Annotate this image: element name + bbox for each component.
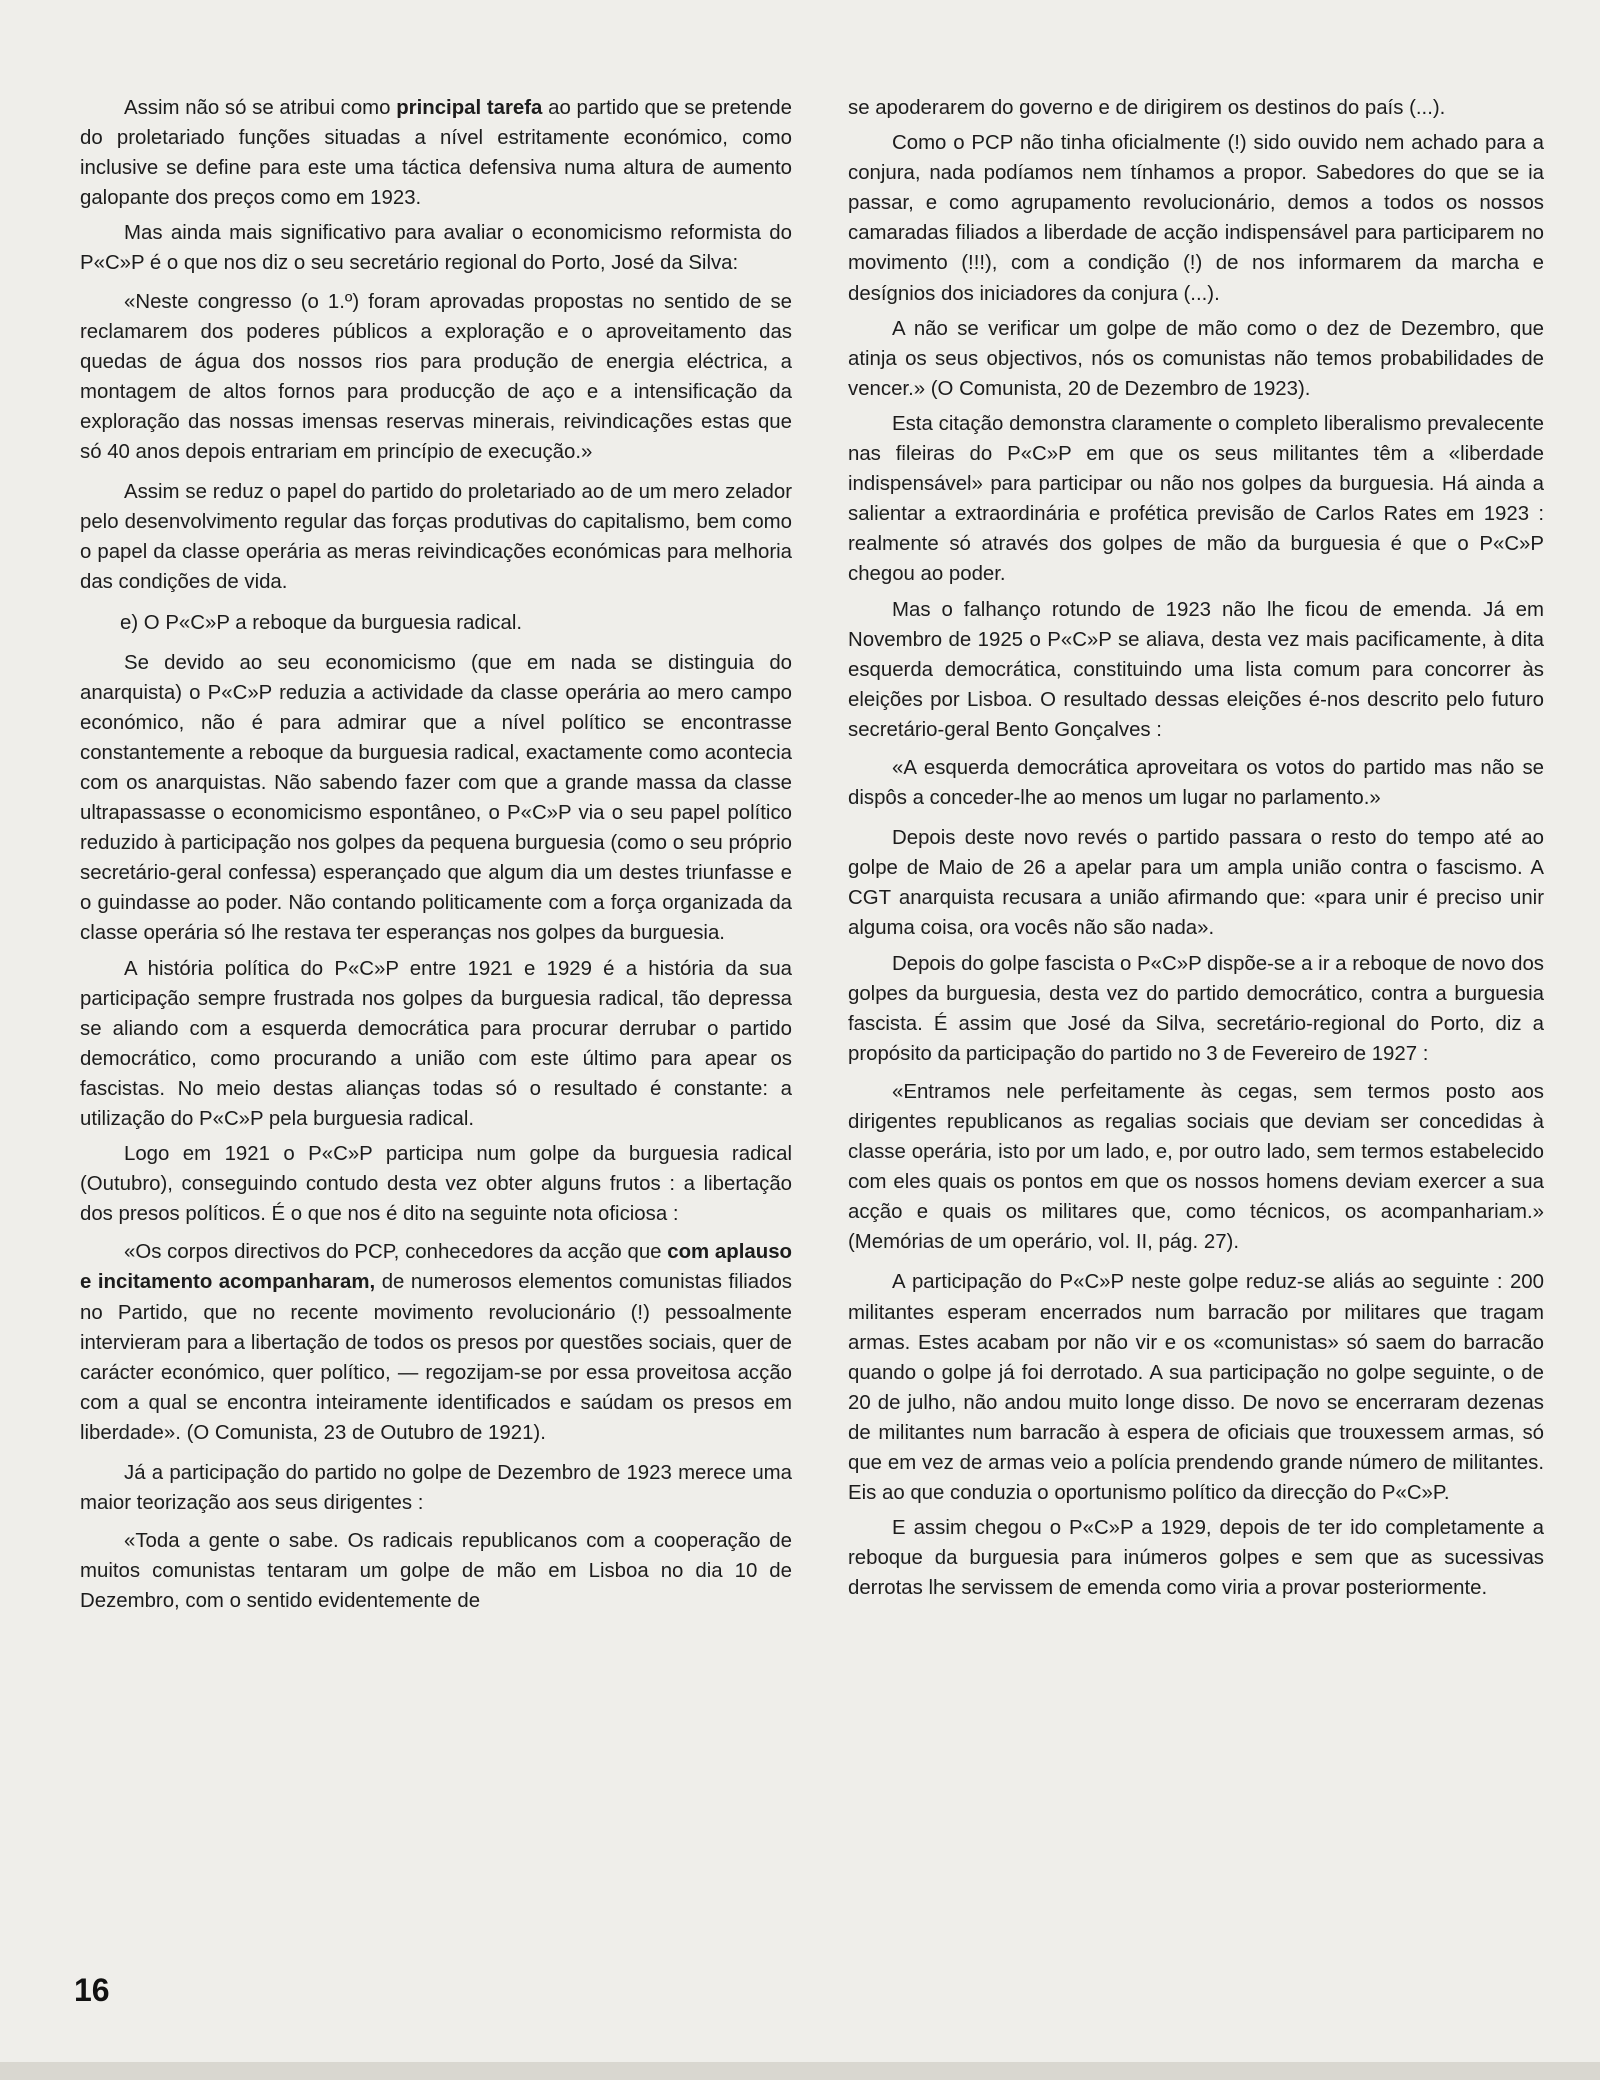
paragraph: E assim chegou o P«C»P a 1929, depois de ter ido completamente a reboque da burguesia para inúmeros golpes e sem que as sucessivas derrotas lhe servissem de emenda como viria a provar posteriormente. (848, 1517, 1544, 1600)
paragraph: A história política do P«C»P entre 1921 e 1929 é a história da sua participação sempre frustrada nos golpes da burguesia radical, tão depressa se aliando com a esquerda democrática para procurar derrubar o partido democrático, como procurando a união com este último para apear os fascistas. No meio destas alianças todas só o resultado é constante: a utilização do P«C»P pela burguesia radical. (80, 957, 792, 1130)
emphasis: principal tarefa (396, 97, 543, 119)
quotation: Como o PCP não tinha oficialmente (!) sido ouvido nem achado para a conjura, nada podíamos nem tínhamos a propor. Sabedores do que se ia passar, e como agrupamento revolucionário, demos a todos os nossos camaradas filiados a liberdade de acção indispensável para participarem no movimento (!!!), com a condição (!) de nos informarem da marcha e desígnios dos iniciadores da conjura (...). (848, 132, 1544, 305)
paragraph: Já a participação do partido no golpe de Dezembro de 1923 merece uma maior teorização aos seus dirigentes : (80, 1462, 792, 1515)
quotation: «Os corpos directivos do PCP, conhecedores da acção que com aplauso e incitamento acompanharam, de numerosos elementos comunistas filiados no Partido, que no recente movimento revolucionário (!) pessoalmente intervieram para a libertação de todos os presos por questões sociais, quer de carácter económico, quer político, — regozijam-se por essa proveitosa acção com a qual se encontra inteiramente identificados e saúdam os presos em liberdade». (O Comunista, 23 de Outubro de 1921). (80, 1241, 792, 1444)
paragraph: A participação do P«C»P neste golpe reduz-se aliás ao seguinte : 200 militantes esperam encerrados num barracão por militares que tragam armas. Estes acabam por não vir e os «comunistas» só saem do barracão quando o golpe já foi derrotado. A sua participação no golpe seguinte, o de 20 de julho, não andou muito longe disso. De novo se encerraram dezenas de militantes num barracão à espera de oficiais que trouxessem armas, só que em vez de armas veio a polícia prendendo grande número de militantes. Eis ao que conduzia o oportunismo político da direcção do P«C»P. (848, 1271, 1544, 1505)
left-column (80, 93, 792, 1627)
paragraph: Esta citação demonstra claramente o completo liberalismo prevalecente nas fileiras do P«C»P em que os seus militantes têm a «liberdade indispensável» para participar ou não nos golpes da burguesia. Há ainda a salientar a extraordinária e profética previsão de Carlos Rates em 1923 : realmente só através dos golpes de mão da burguesia é que o P«C»P chegou ao poder. (848, 412, 1544, 586)
quotation: «Toda a gente o sabe. Os radicais republicanos com a cooperação de muitos comunistas tentaram um golpe de mão em Lisboa no dia 10 de Dezembro, com o sentido evidentemente de (80, 1530, 792, 1613)
quotation: «A esquerda democrática aproveitara os votos do partido mas não se dispôs a conceder-lhe ao menos um lugar no parlamento.» (848, 756, 1544, 810)
paragraph: Mas ainda mais significativo para avaliar o economicismo reformista do P«C»P é o que nos diz o seu secretário regional do Porto, José da Silva: (80, 222, 792, 275)
paragraph: Assim não só se atribui como principal tarefa ao partido que se pretende do proletariado funções situadas a nível estritamente económico, como inclusive se define para este uma táctica defensiva numa altura de aumento galopante dos preços como em 1923. (80, 97, 792, 210)
emphasis: com aplauso e incitamento acompanharam, (80, 1241, 792, 1294)
section-heading: e) O P«C»P a reboque da burguesia radical. (120, 611, 523, 634)
right-column (848, 93, 1544, 1609)
paragraph: Assim se reduz o papel do partido do proletariado ao de um mero zelador pelo desenvolvimento regular das forças produtivas do capitalismo, bem como o papel da classe operária as meras reivindicações económicas para melhoria das condições de vida. (80, 481, 792, 594)
quotation-continued: se apoderarem do governo e de dirigirem os destinos do país (...). (848, 97, 1446, 119)
quotation: A não se verificar um golpe de mão como o dez de Dezembro, que atinja os seus objectivos, nós os comunistas não temos probabilidades de vencer.» (O Comunista, 20 de Dezembro de 1923). (848, 317, 1544, 400)
paragraph: Mas o falhanço rotundo de 1923 não lhe ficou de emenda. Já em Novembro de 1925 o P«C»P se aliava, desta vez mais pacificamente, à dita esquerda democrática, constituindo uma lista comum para concorrer às eleições por Lisboa. O resultado dessas eleições é-nos descrito pelo futuro secretário-geral Bento Gonçalves : (848, 598, 1544, 741)
quotation: «Neste congresso (o 1.º) foram aprovadas propostas no sentido de se reclamarem dos poderes públicos a exploração e o aproveitamento das quedas de água dos nossos rios para produção de energia eléctrica, a montagem de altos fornos para producção de aço e a intensificação da exploração das nossas imensas reservas minerais, reivindicações estas que só 40 anos depois entrariam em princípio de execução.» (80, 290, 792, 464)
quotation: «Entramos nele perfeitamente às cegas, sem termos posto aos dirigentes republicanos as regalias sociais que deviam ser concedidas à classe operária, isto por um lado, e, por outro lado, sem termos estabelecido com eles quais os pontos em que os nossos homens deviam exercer a sua acção e quais os militares que, como técnicos, os acompanhariam.» (Memórias de um operário, vol. II, pág. 27). (848, 1080, 1544, 1254)
paragraph: Logo em 1921 o P«C»P participa num golpe da burguesia radical (Outubro), conseguindo contudo desta vez obter alguns frutos : a libertação dos presos políticos. É o que nos é dito na seguinte nota oficiosa : (80, 1143, 792, 1226)
paragraph: Depois deste novo revés o partido passara o resto do tempo até ao golpe de Maio de 26 a apelar para um ampla união contra o fascismo. A CGT anarquista recusara a união afirmando que: «para unir é preciso unir alguma coisa, ora vocês não são nada». (848, 827, 1544, 940)
page-number: 16 (74, 1972, 110, 2008)
page-edge (0, 2062, 1600, 2080)
paragraph: Se devido ao seu economicismo (que em nada se distinguia do anarquista) o P«C»P reduzia a actividade da classe operária ao mero campo económico, não é para admirar que a nível político se encontrasse constantemente a reboque da burguesia radical, exactamente como acontecia com os anarquistas. Não sabendo fazer com que a grande massa da classe ultrapassasse o economicismo espontâneo, o P«C»P via o seu papel político reduzido à participação nos golpes da pequena burguesia (como o seu próprio secretário-geral confessa) esperançado que algum dia um destes triunfasse e o guindasse ao poder. Não contando politicamente com a força organizada da classe operária só lhe restava ter esperanças nos golpes da burguesia. (80, 651, 792, 945)
paragraph: Depois do golpe fascista o P«C»P dispõe-se a ir a reboque de novo dos golpes da burguesia, desta vez do partido democrático, contra a burguesia fascista. É assim que José da Silva, secretário-regional do Porto, diz a propósito da participação do partido no 3 de Fevereiro de 1927 : (848, 952, 1544, 1065)
